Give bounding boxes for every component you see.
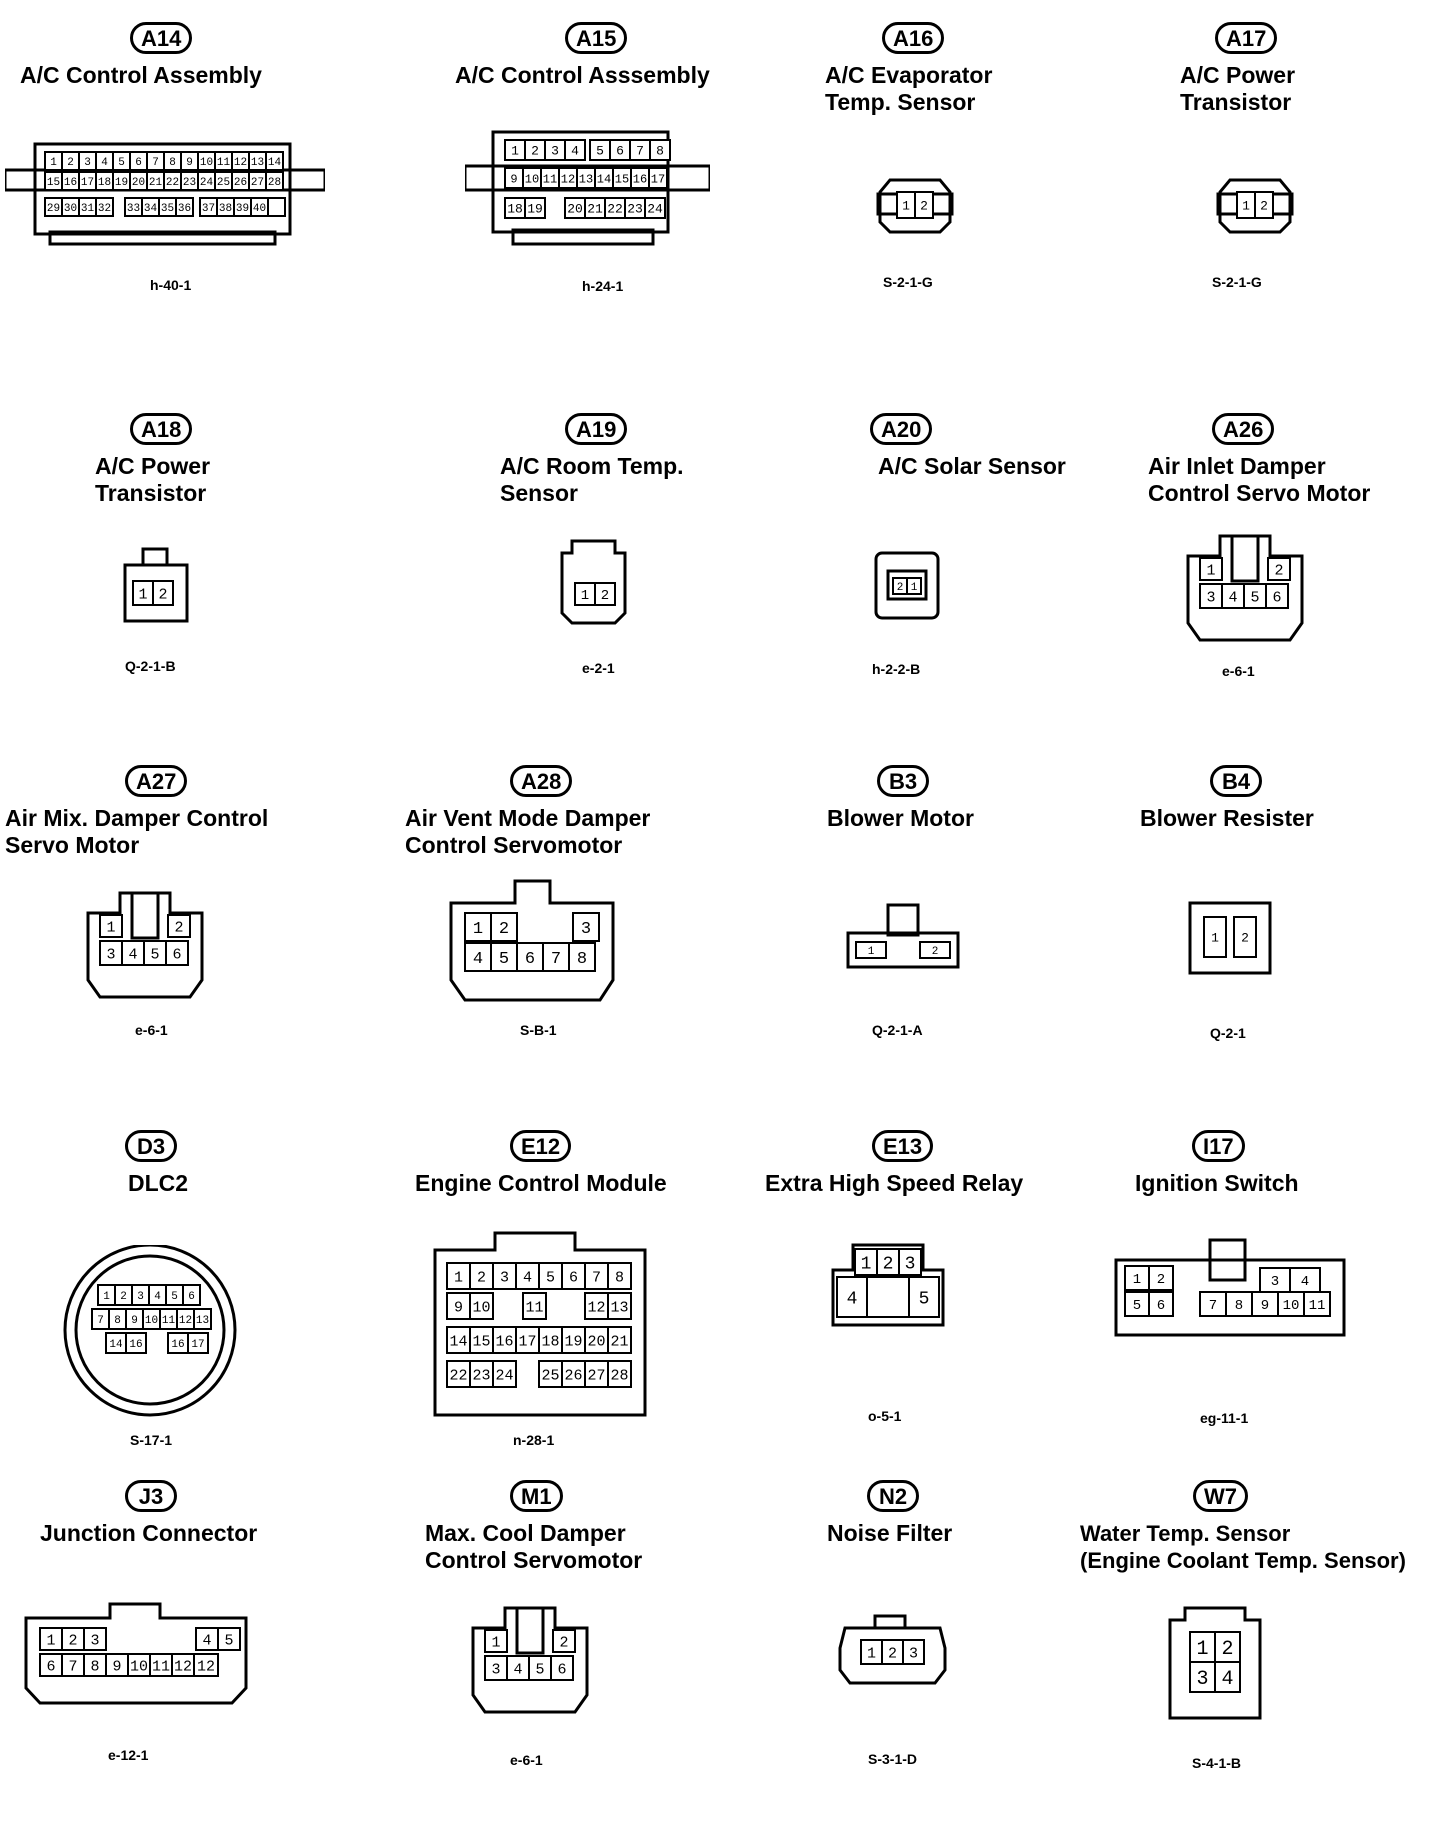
pin-number: 2 — [559, 1634, 569, 1652]
pin-number: 23 — [627, 201, 643, 217]
pin-number: 3 — [90, 1632, 100, 1650]
pin-number: 31 — [80, 202, 95, 215]
pin-number: 11 — [151, 1658, 171, 1676]
pin-number: 11 — [525, 1299, 544, 1317]
empty-cavity — [867, 1277, 909, 1317]
connector-a17 — [1080, 22, 1440, 372]
pin-number: 17 — [191, 1338, 205, 1351]
connector-housing — [132, 893, 158, 938]
pin-number: 19 — [564, 1333, 583, 1351]
pin-number: 5 — [224, 1632, 234, 1650]
pin-number: 3 — [580, 920, 592, 940]
connector-code-badge: B3 — [877, 765, 929, 797]
pin-number: 34 — [143, 202, 158, 215]
pin-number: 6 — [46, 1658, 56, 1676]
connector-type-code: e-6-1 — [135, 1022, 168, 1038]
pin-number: 14 — [596, 172, 612, 187]
pin-number: 37 — [201, 202, 216, 215]
pin-number: 17 — [650, 172, 666, 187]
pin-number: 1 — [1196, 1638, 1209, 1662]
connector-code-badge: W7 — [1193, 1480, 1248, 1512]
pin-number: 3 — [908, 1645, 919, 1663]
pin-number: 16 — [129, 1338, 143, 1351]
pin-number: 25 — [216, 176, 231, 189]
connector-code-badge: M1 — [510, 1480, 563, 1512]
connector-name: A/C Room Temp. Sensor — [500, 453, 684, 506]
pin-number: 1 — [50, 156, 57, 169]
connector-diagram — [550, 533, 650, 633]
connector-code-badge: A20 — [870, 413, 932, 445]
connector-code-badge: A14 — [130, 22, 192, 54]
connector-type-code: e-2-1 — [582, 660, 615, 676]
pin-number: 3 — [551, 143, 559, 159]
connector-type-code: S-2-1-G — [883, 274, 933, 290]
pin-number: 20 — [567, 201, 583, 217]
pin-number: 15 — [472, 1333, 491, 1351]
pin-number: 2 — [1241, 930, 1249, 946]
pin-number: 8 — [1234, 1298, 1244, 1315]
pin-number: 7 — [68, 1658, 78, 1676]
pin-number: 8 — [656, 143, 664, 159]
pin-number: 11 — [216, 156, 231, 169]
pin-number: 18 — [507, 201, 523, 217]
connector-name: Air Mix. Damper Control Servo Motor — [5, 805, 269, 858]
connector-type-code: e-6-1 — [1222, 663, 1255, 679]
connector-diagram — [445, 875, 620, 1010]
connector-name: A/C Power Transistor — [95, 453, 211, 506]
connector-name: Water Temp. Sensor (Engine Coolant Temp. Sensor) — [1080, 1521, 1406, 1573]
connector-code-badge: A17 — [1215, 22, 1277, 54]
pin-number: 8 — [90, 1658, 100, 1676]
pin-number: 9 — [1260, 1298, 1270, 1315]
connector-diagram — [838, 895, 968, 995]
pin-number: 10 — [129, 1658, 149, 1676]
pin-number: 26 — [233, 176, 248, 189]
pin-number: 4 — [513, 1661, 523, 1679]
connector-name: Engine Control Module — [415, 1170, 667, 1196]
pin-number: 6 — [135, 156, 142, 169]
pin-number: 8 — [614, 1269, 625, 1287]
pin-number: 1 — [1242, 198, 1250, 214]
pin-number: 1 — [1132, 1272, 1142, 1289]
pin-number: 3 — [904, 1254, 916, 1275]
pin-number: 2 — [531, 143, 539, 159]
pin-number: 12 — [178, 1314, 193, 1327]
pin-number: 23 — [472, 1367, 491, 1385]
pin-number: 7 — [591, 1269, 602, 1287]
connector-diagram — [870, 162, 970, 242]
connector-type-code: Q-2-1-A — [872, 1022, 923, 1038]
pin-number: 38 — [218, 202, 233, 215]
pin-number: 5 — [596, 143, 604, 159]
pin-number: 2 — [476, 1269, 487, 1287]
pin-number: 4 — [202, 1632, 212, 1650]
connector-type-code: e-12-1 — [108, 1747, 149, 1763]
connector-code-badge: B4 — [1210, 765, 1262, 797]
connector-name: A/C Evaporator Temp. Sensor — [825, 62, 993, 115]
pin-number: 2 — [1156, 1272, 1166, 1289]
connector-a14 — [0, 22, 360, 372]
pin-number: 18 — [541, 1333, 560, 1351]
pin-number: 12 — [560, 172, 576, 187]
pin-number: 19 — [527, 201, 543, 217]
connector-name: Noise Filter — [827, 1520, 953, 1546]
connector-w7 — [1080, 1480, 1440, 1830]
pin-number: 2 — [882, 1254, 894, 1275]
connector-e12 — [360, 1130, 720, 1480]
pin-number: 5 — [545, 1269, 556, 1287]
pin-number: 4 — [1228, 589, 1238, 607]
pin-number: 10 — [1282, 1298, 1300, 1315]
connector-diagram — [465, 1600, 595, 1725]
pin-number: 4 — [128, 946, 138, 964]
pin-number: 4 — [154, 1290, 161, 1303]
pin-number: 1 — [902, 198, 910, 214]
connector-name: Air Inlet Damper Control Servo Motor — [1148, 453, 1371, 506]
pin-number: 2 — [174, 919, 184, 937]
connector-code-badge: J3 — [125, 1480, 177, 1512]
pin-number: 32 — [97, 202, 112, 215]
connector-code-badge: A18 — [130, 413, 192, 445]
pin-number: 13 — [578, 172, 594, 187]
pin-number: 25 — [541, 1367, 560, 1385]
connector-code-badge: D3 — [125, 1130, 177, 1162]
connector-name: Max. Cool Damper Control Servomotor — [425, 1520, 643, 1573]
pin-number: 7 — [97, 1314, 104, 1327]
pin-number: 10 — [524, 172, 540, 187]
pin-number: 10 — [472, 1299, 491, 1317]
pin-number: 5 — [918, 1289, 930, 1310]
connector-code-badge: E12 — [510, 1130, 571, 1162]
connector-a18 — [0, 413, 360, 763]
connector-b4 — [1080, 765, 1440, 1115]
connector-housing — [1232, 536, 1258, 581]
pin-number: 5 — [498, 950, 510, 970]
pin-number: 16 — [495, 1333, 514, 1351]
pin-number: 1 — [860, 1254, 872, 1275]
pin-number: 6 — [616, 143, 624, 159]
pin-number: 1 — [580, 588, 590, 605]
pin-number: 4 — [101, 156, 108, 169]
pin-number: 8 — [114, 1314, 121, 1327]
connector-name: Air Vent Mode Damper Control Servomotor — [405, 805, 651, 858]
pin-number: 12 — [173, 1658, 193, 1676]
connector-diagram — [868, 543, 953, 628]
pin-number: 12 — [196, 1658, 216, 1676]
pin-number: 2 — [498, 920, 510, 940]
pin-number: 14 — [267, 156, 282, 169]
pin-number: 9 — [186, 156, 193, 169]
connector-type-code: S-17-1 — [130, 1432, 173, 1448]
pin-number: 2 — [1274, 562, 1284, 580]
pin-number: 2 — [600, 588, 610, 605]
pin-number: 6 — [188, 1290, 195, 1303]
pin-number: 22 — [449, 1367, 468, 1385]
connector-name: Blower Motor — [827, 805, 974, 831]
pin-number: 2 — [67, 156, 74, 169]
connector-b3 — [720, 765, 1080, 1115]
pin-number: 36 — [177, 202, 192, 215]
pin-number: 5 — [171, 1290, 178, 1303]
pin-number: 7 — [152, 156, 159, 169]
pin-number: 2 — [158, 586, 168, 604]
pin-number: 2 — [887, 1645, 898, 1663]
pin-number: 17 — [80, 176, 95, 189]
connector-code-badge: A26 — [1212, 413, 1274, 445]
pin-number: 9 — [510, 172, 518, 187]
pin-number: 1 — [1211, 930, 1219, 946]
connector-name: Blower Resister — [1140, 805, 1314, 831]
pin-number: 1 — [1206, 562, 1216, 580]
pin-number: 6 — [557, 1661, 567, 1679]
connector-m1 — [360, 1480, 720, 1830]
pin-number: 4 — [472, 950, 484, 970]
connector-code-badge: A28 — [510, 765, 572, 797]
connector-diagram — [80, 885, 210, 1010]
pin-number: 14 — [449, 1333, 468, 1351]
pin-number: 2 — [68, 1632, 78, 1650]
pin-number: 27 — [250, 176, 265, 189]
connector-name: A/C Control Assembly — [20, 62, 262, 88]
connector-code-badge: A27 — [125, 765, 187, 797]
connector-code-badge: A19 — [565, 413, 627, 445]
pin-number: 11 — [161, 1314, 176, 1327]
pin-number: 16 — [63, 176, 78, 189]
pin-number: 1 — [910, 581, 918, 594]
connector-diagram — [1110, 1230, 1350, 1360]
connector-diagram — [5, 132, 325, 252]
pin-number: 1 — [46, 1632, 56, 1650]
pin-number: 1 — [453, 1269, 464, 1287]
pin-number: 6 — [1156, 1298, 1166, 1315]
pin-number: 13 — [610, 1299, 629, 1317]
pin-number: 1 — [138, 586, 148, 604]
pin-number: 2 — [1260, 198, 1268, 214]
connector-name: A/C Solar Sensor — [878, 453, 1066, 479]
pin-number: 23 — [182, 176, 197, 189]
pin-number: 35 — [160, 202, 175, 215]
pin-number: 20 — [131, 176, 146, 189]
pin-number: 5 — [1132, 1298, 1142, 1315]
connector-code-badge: E13 — [872, 1130, 933, 1162]
pin-number: 19 — [114, 176, 129, 189]
connector-a15 — [360, 22, 720, 372]
pin-number: 12 — [587, 1299, 606, 1317]
pin-number: 11 — [1308, 1298, 1326, 1315]
connector-housing — [875, 1616, 905, 1628]
pin-number: 7 — [550, 950, 562, 970]
connector-a19 — [360, 413, 720, 763]
pin-number: 2 — [931, 945, 939, 958]
connector-n2 — [720, 1480, 1080, 1830]
pin-number: 2 — [920, 198, 928, 214]
pin-number: 2 — [120, 1290, 127, 1303]
pin-number: 12 — [233, 156, 248, 169]
pin-number: 13 — [195, 1314, 210, 1327]
pin-number: 6 — [568, 1269, 579, 1287]
pin-number: 3 — [1206, 589, 1216, 607]
pin-number: 5 — [1250, 589, 1260, 607]
pin-number: 20 — [587, 1333, 606, 1351]
connector-name: DLC2 — [128, 1170, 189, 1196]
pin-number: 28 — [610, 1367, 629, 1385]
pin-number: 21 — [148, 176, 163, 189]
connector-type-code: Q-2-1 — [1210, 1025, 1246, 1041]
connector-type-code: h-2-2-B — [872, 661, 921, 677]
pin-number: 5 — [535, 1661, 545, 1679]
connector-housing — [143, 549, 167, 565]
pin-number: 8 — [169, 156, 176, 169]
pin-number: 3 — [137, 1290, 144, 1303]
pin-number: 10 — [199, 156, 214, 169]
pin-number: 6 — [1272, 589, 1282, 607]
pin-number: 1 — [103, 1290, 110, 1303]
pin-number: 21 — [610, 1333, 629, 1351]
connector-diagram — [20, 1598, 255, 1713]
pin-number: 14 — [109, 1338, 123, 1351]
pin-number: 40 — [252, 202, 267, 215]
pin-number: 24 — [647, 201, 663, 217]
pin-number: 1 — [511, 143, 519, 159]
pin-number: 3 — [499, 1269, 510, 1287]
pin-number: 18 — [97, 176, 112, 189]
pin-number: 13 — [250, 156, 265, 169]
pin-number: 2 — [896, 581, 904, 594]
connector-type-code: S-2-1-G — [1212, 274, 1262, 290]
pin-number: 27 — [587, 1367, 606, 1385]
pin-number: 4 — [571, 143, 579, 159]
pin-number: 3 — [1270, 1274, 1280, 1291]
pin-number: 3 — [491, 1661, 501, 1679]
connector-type-code: e-6-1 — [510, 1752, 543, 1768]
pin-number: 4 — [1221, 1668, 1234, 1692]
pin-number: 29 — [46, 202, 61, 215]
connector-diagram — [115, 543, 205, 633]
pin-number: 15 — [614, 172, 630, 187]
connector-housing — [517, 1608, 543, 1653]
pin-number: 8 — [576, 950, 588, 970]
connector-a27 — [0, 765, 360, 1115]
pin-number: 22 — [607, 201, 623, 217]
pin-number: 1 — [491, 1634, 501, 1652]
connector-i17 — [1080, 1130, 1440, 1480]
pin-number: 6 — [172, 946, 182, 964]
connector-code-badge: N2 — [867, 1480, 919, 1512]
connector-diagram — [50, 1245, 250, 1420]
pin-number: 4 — [1300, 1274, 1310, 1291]
pin-number: 3 — [1196, 1668, 1209, 1692]
pin-number: 11 — [542, 172, 558, 187]
pin-number: 9 — [112, 1658, 122, 1676]
pin-number: 7 — [1208, 1298, 1218, 1315]
connector-diagram — [465, 124, 710, 254]
pin-number: 6 — [524, 950, 536, 970]
pin-number: 2 — [1221, 1638, 1234, 1662]
connector-a20 — [720, 413, 1080, 763]
pin-number: 1 — [866, 1645, 877, 1663]
connector-type-code: o-5-1 — [868, 1408, 902, 1424]
connector-diagram — [825, 1235, 950, 1360]
pin-number: 24 — [199, 176, 214, 189]
pin-number: 10 — [144, 1314, 159, 1327]
pin-number: 17 — [518, 1333, 537, 1351]
connector-type-code: S-B-1 — [520, 1022, 557, 1038]
pin-number: 33 — [126, 202, 141, 215]
connector-code-badge: A16 — [882, 22, 944, 54]
connector-housing — [1190, 903, 1270, 973]
pin-number: 5 — [118, 156, 125, 169]
connector-j3 — [0, 1480, 360, 1830]
connector-name: Junction Connector — [40, 1520, 258, 1546]
connector-name: Extra High Speed Relay — [765, 1170, 1024, 1196]
connector-e13 — [720, 1130, 1080, 1480]
pin-number: 1 — [472, 920, 484, 940]
connector-d3 — [0, 1130, 360, 1480]
connector-code-badge: A15 — [565, 22, 627, 54]
pin-number: 15 — [46, 176, 61, 189]
connector-diagram — [1180, 895, 1280, 985]
connector-code-badge: I17 — [1192, 1130, 1245, 1162]
connector-a16 — [720, 22, 1080, 372]
connector-type-code: n-28-1 — [513, 1432, 555, 1448]
pin-number: 24 — [495, 1367, 514, 1385]
connector-name: A/C Power Transistor — [1180, 62, 1296, 115]
pin-number: 4 — [846, 1289, 858, 1310]
connector-type-code: S-3-1-D — [868, 1751, 918, 1767]
pin-number: 9 — [131, 1314, 138, 1327]
connector-type-code: Q-2-1-B — [125, 658, 176, 674]
connector-type-code: h-40-1 — [150, 277, 192, 293]
pin-number: 39 — [235, 202, 250, 215]
pin-number: 21 — [587, 201, 603, 217]
pin-number: 3 — [106, 946, 116, 964]
connector-diagram — [425, 1225, 655, 1425]
pin-number: 28 — [267, 176, 282, 189]
pin-number: 22 — [165, 176, 180, 189]
pin-number: 16 — [632, 172, 648, 187]
pin-number: 26 — [564, 1367, 583, 1385]
connector-a28 — [360, 765, 720, 1115]
pin-cavity — [268, 198, 285, 216]
connector-type-code: eg-11-1 — [1200, 1410, 1249, 1426]
pin-number: 16 — [171, 1338, 185, 1351]
connector-diagram — [835, 1608, 950, 1698]
pin-number: 1 — [106, 919, 116, 937]
connector-type-code: h-24-1 — [582, 278, 624, 294]
pin-number: 30 — [63, 202, 78, 215]
connector-a26 — [1080, 413, 1440, 763]
connector-diagram — [1210, 162, 1310, 242]
pin-number: 7 — [636, 143, 644, 159]
pin-number: 1 — [867, 945, 875, 958]
pin-number: 3 — [84, 156, 91, 169]
connector-name: A/C Control Asssembly — [455, 62, 710, 88]
connector-type-code: S-4-1-B — [1192, 1755, 1242, 1771]
pin-number: 9 — [453, 1299, 464, 1317]
connector-diagram — [1180, 528, 1310, 653]
connector-housing — [888, 905, 918, 935]
connector-name: Ignition Switch — [1135, 1170, 1299, 1196]
pin-number: 5 — [150, 946, 160, 964]
connector-diagram — [1155, 1598, 1285, 1728]
pin-number: 4 — [522, 1269, 533, 1287]
